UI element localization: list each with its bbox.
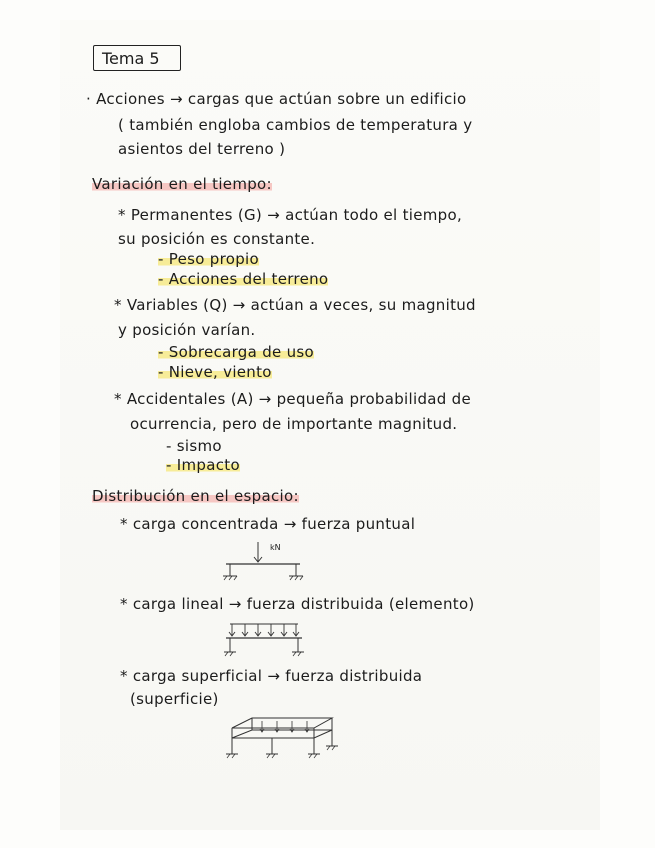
heading-distribucion: Distribución en el espacio:: [92, 487, 299, 505]
line-engloba: ( también engloba cambios de temperatura y: [118, 116, 473, 134]
item-sobrecarga-uso: - Sobrecarga de uso: [158, 343, 315, 361]
item-nieve-viento: - Nieve, viento: [158, 363, 272, 381]
item-impacto: - Impacto: [166, 456, 240, 474]
line-carga-superficial: * carga superficial → fuerza distribuida: [120, 667, 423, 685]
line-accidentales-ocurrencia: ocurrencia, pero de importante magnitud.: [130, 415, 458, 433]
item-sismo: - sismo: [166, 437, 222, 455]
line-acciones: · Acciones → cargas que actúan sobre un edificio: [86, 90, 467, 108]
line-accidentales: * Accidentales (A) → pequeña probabilidad de: [114, 390, 472, 408]
surface-load-diagram: [222, 712, 342, 764]
point-load-diagram: [218, 540, 318, 582]
kn-label: kN: [270, 543, 281, 552]
line-load-diagram: [222, 620, 308, 660]
line-variables: * Variables (Q) → actúan a veces, su magnitud: [114, 296, 476, 314]
item-acciones-terreno: - Acciones del terreno: [158, 270, 329, 288]
line-permanentes: * Permanentes (G) → actúan todo el tiempo,: [118, 206, 463, 224]
line-superficie: (superficie): [130, 690, 219, 708]
heading-variacion: Variación en el tiempo:: [92, 175, 272, 193]
line-carga-concentrada: * carga concentrada → fuerza puntual: [120, 515, 416, 533]
page-title: Tema 5: [93, 45, 181, 71]
line-asientos: asientos del terreno ): [118, 140, 286, 158]
line-variables-posicion: y posición varían.: [118, 321, 256, 339]
line-permanentes-posicion: su posición es constante.: [118, 230, 316, 248]
item-peso-propio: - Peso propio: [158, 250, 259, 268]
line-carga-lineal: * carga lineal → fuerza distribuida (elemento): [120, 595, 475, 613]
